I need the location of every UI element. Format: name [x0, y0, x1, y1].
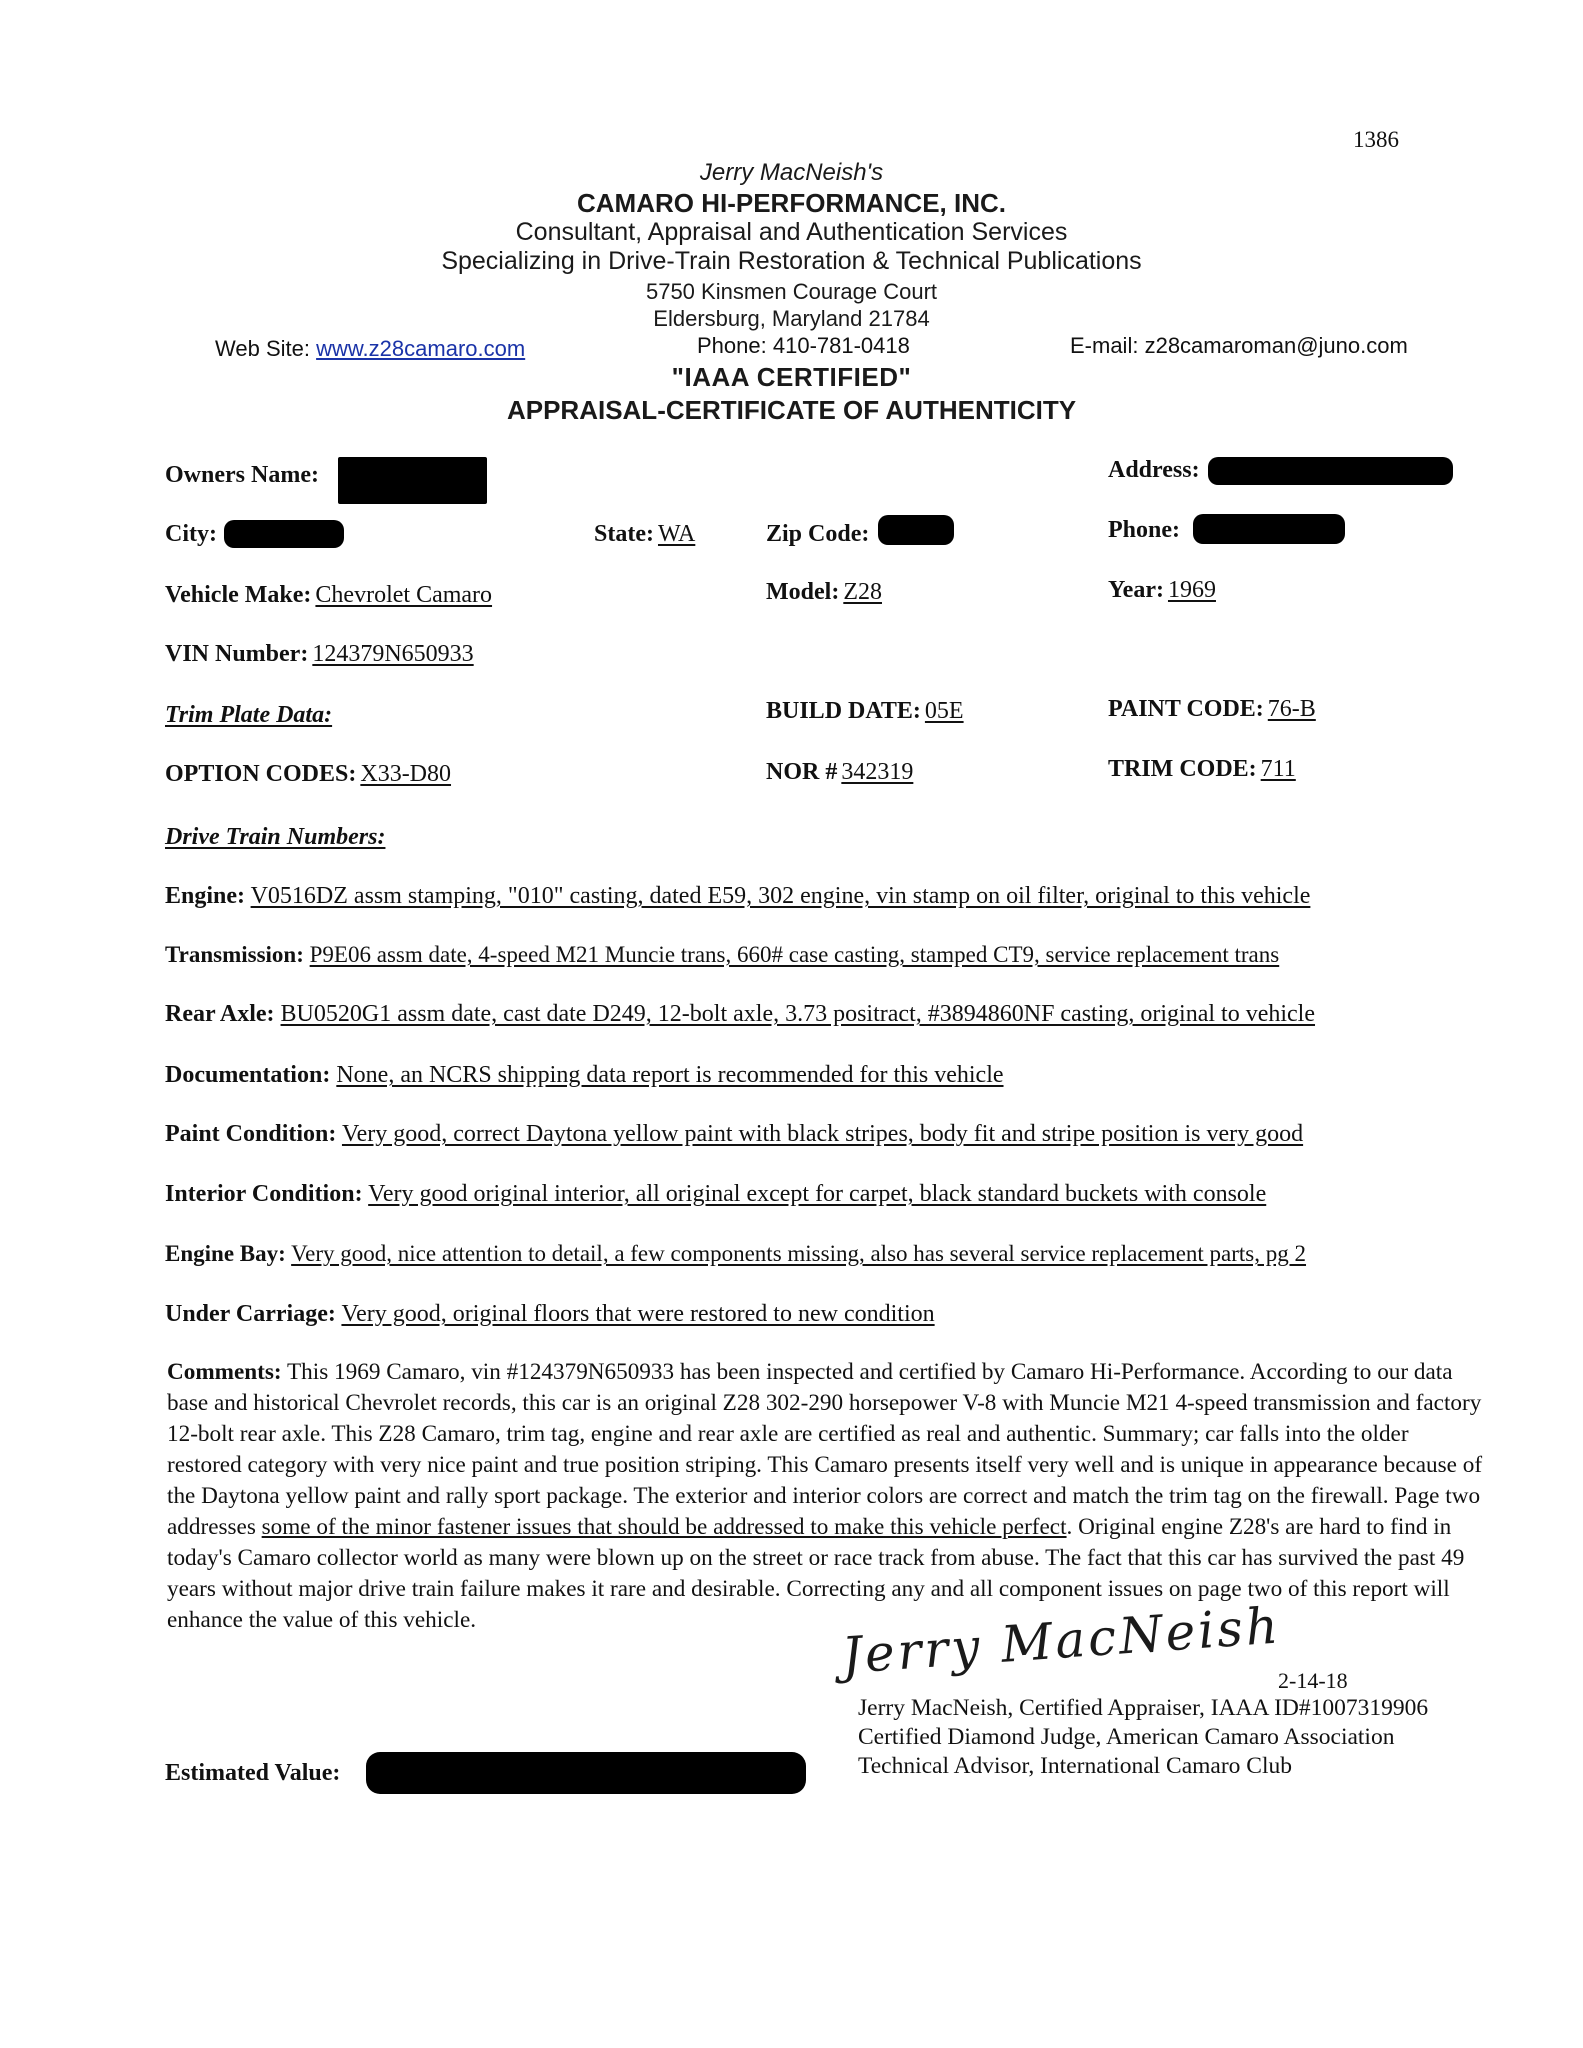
email-row: [1070, 333, 1408, 359]
comments-text-after: . Original engine Z28's are hard to find in today's Camaro collector world as many were blown up on the street or race track from abuse. The fact that this car has survived the past 49 years without major drive train failure makes it rare and desirable. Correcting any and all component issues on page two of this report will enhance the value of this vehicle.: [167, 1514, 1465, 1633]
estimated-value-label: Estimated Value:: [165, 1760, 341, 1786]
zip-label: Zip Code:: [766, 521, 870, 547]
specialty-line: Specializing in Drive-Train Restoration & Technical Publications: [441, 247, 1142, 275]
build-date-field: [766, 698, 964, 725]
redacted-phone: [1193, 514, 1345, 544]
signature-line-3: Technical Advisor, International Camaro Club: [858, 1753, 1293, 1779]
signature-block: [858, 1694, 1428, 1781]
year-field: [1108, 577, 1216, 604]
redacted-zip: [878, 515, 954, 545]
redacted-city: [224, 520, 344, 548]
redacted-address: [1208, 457, 1453, 485]
paint-code-label: PAINT CODE:: [1108, 696, 1264, 722]
signature: Jerry MacNeish: [839, 1596, 1283, 1685]
documentation-label: Documentation:: [165, 1062, 331, 1088]
under-carriage-field: [165, 1301, 935, 1328]
comments-paragraph: [167, 1357, 1487, 1636]
build-date-label: BUILD DATE:: [766, 698, 921, 724]
nor-field: [766, 759, 913, 786]
comments-text-before: This 1969 Camaro, vin #124379N650933 has been inspected and certified by Camaro Hi-Performance. According to our data base and historical Chevrolet records, this car is an original Z28 302-290 horsepower V-8 with Muncie M21 4-speed transmission and factory 12-bolt rear axle. This Z28 Camaro, trim tag, engine and rear axle are certified as real and authentic. Summary; car falls into the older restored category with very nice paint and true position striping. This Camaro presents itself very well and is unique in appearance because of the Daytona yellow paint and rally sport package. The exterior and interior colors are correct and match the trim tag on the firewall. Page two addresses: [167, 1359, 1483, 1540]
engine-label: Engine:: [165, 883, 246, 909]
comments-text-underlined: some of the minor fastener issues that should be addressed to make this vehicle perfect: [261, 1514, 1067, 1540]
under-carriage-label: Under Carriage:: [165, 1301, 336, 1327]
phone-label: Phone:: [697, 333, 767, 358]
certified-badge: "IAAA CERTIFIED": [671, 362, 912, 392]
year-value: 1969: [1167, 577, 1216, 603]
website-label: Web Site:: [215, 336, 310, 361]
signature-line-1: Jerry MacNeish, Certified Appraiser, IAAA ID#1007319906: [858, 1695, 1429, 1721]
state-label: State:: [594, 521, 654, 547]
owners-name-label: Owners Name:: [165, 462, 319, 488]
rear-axle-field: [165, 1001, 1315, 1028]
state-field: [594, 521, 695, 548]
model-label: Model:: [766, 579, 840, 605]
vehicle-make-field: [165, 582, 492, 609]
signature-line-2: Certified Diamond Judge, American Camaro Association: [858, 1724, 1395, 1750]
owner-line: Jerry MacNeish's: [699, 159, 884, 186]
address-label: Address:: [1108, 457, 1200, 483]
rear-axle-value: BU0520G1 assm date, cast date D249, 12-bolt axle, 3.73 positract, #3894860NF casting, original to vehicle: [280, 1001, 1316, 1027]
email-address[interactable]: z28camaroman@juno.com: [1144, 333, 1408, 358]
interior-condition-label: Interior Condition:: [165, 1181, 363, 1207]
interior-condition-value: Very good original interior, all original except for carpet, black standard buckets with console: [368, 1181, 1267, 1207]
document-title: APPRAISAL-CERTIFICATE OF AUTHENTICITY: [506, 395, 1077, 425]
company-name: CAMARO HI-PERFORMANCE, INC.: [577, 188, 1006, 218]
transmission-label: Transmission:: [165, 942, 304, 967]
trim-code-value: 711: [1260, 756, 1296, 782]
vin-field: [165, 641, 474, 668]
nor-value: 342319: [841, 759, 914, 785]
year-label: Year:: [1108, 577, 1164, 603]
build-date-value: 05E: [924, 698, 964, 724]
vin-label: VIN Number:: [165, 641, 309, 667]
city-state-zip: Eldersburg, Maryland 21784: [653, 306, 930, 331]
nor-label: NOR #: [766, 759, 838, 785]
vehicle-make-label: Vehicle Make:: [165, 582, 312, 608]
option-codes-value: X33-D80: [360, 761, 452, 787]
phone-number: 410-781-0418: [772, 333, 910, 358]
engine-bay-value: Very good, nice attention to detail, a few components missing, also has several service replacement parts, pg 2: [291, 1241, 1307, 1266]
engine-bay-field: [165, 1241, 1306, 1267]
redacted-estimated-value: [366, 1752, 806, 1794]
paint-code-value: 76-B: [1267, 696, 1316, 722]
under-carriage-value: Very good, original floors that were restored to new condition: [341, 1301, 935, 1327]
owner-phone-label: Phone:: [1108, 517, 1180, 543]
engine-field: [165, 883, 1310, 910]
page-number: 1386: [1353, 127, 1399, 152]
comments-label: Comments:: [167, 1359, 282, 1385]
option-codes-label: OPTION CODES:: [165, 761, 357, 787]
phone-row: [697, 333, 910, 359]
redacted-owner-name: [338, 457, 487, 504]
signature-date: 2-14-18: [1278, 1668, 1348, 1693]
interior-condition-field: [165, 1181, 1266, 1208]
services-line: Consultant, Appraisal and Authentication Services: [515, 218, 1068, 246]
trim-code-label: TRIM CODE:: [1108, 756, 1257, 782]
website-link[interactable]: www.z28camaro.com: [316, 336, 526, 361]
state-value: WA: [657, 521, 696, 547]
documentation-field: [165, 1062, 1004, 1089]
option-codes-field: [165, 761, 451, 788]
website-row: [215, 336, 525, 362]
vehicle-make-value: Chevrolet Camaro: [315, 582, 493, 608]
paint-code-field: [1108, 696, 1316, 723]
drive-train-heading: Drive Train Numbers:: [165, 824, 386, 850]
rear-axle-label: Rear Axle:: [165, 1001, 275, 1027]
vin-value: 124379N650933: [312, 641, 474, 667]
trim-plate-heading: Trim Plate Data:: [165, 702, 333, 728]
engine-bay-label: Engine Bay:: [165, 1241, 286, 1266]
email-label: E-mail:: [1070, 333, 1139, 358]
model-value: Z28: [843, 579, 882, 605]
transmission-value: P9E06 assm date, 4-speed M21 Muncie trans, 660# case casting, stamped CT9, service replacement trans: [309, 942, 1280, 967]
transmission-field: [165, 942, 1279, 968]
engine-value: V0516DZ assm stamping, "010" casting, dated E59, 302 engine, vin stamp on oil filter, original to this vehicle: [250, 883, 1311, 909]
city-label: City:: [165, 521, 217, 547]
model-field: [766, 579, 882, 606]
paint-condition-label: Paint Condition:: [165, 1121, 337, 1147]
street-address: 5750 Kinsmen Courage Court: [645, 279, 938, 304]
trim-code-field: [1108, 756, 1296, 783]
documentation-value: None, an NCRS shipping data report is recommended for this vehicle: [336, 1062, 1004, 1088]
paint-condition-value: Very good, correct Daytona yellow paint with black stripes, body fit and stripe position is very good: [341, 1121, 1304, 1147]
paint-condition-field: [165, 1121, 1303, 1148]
